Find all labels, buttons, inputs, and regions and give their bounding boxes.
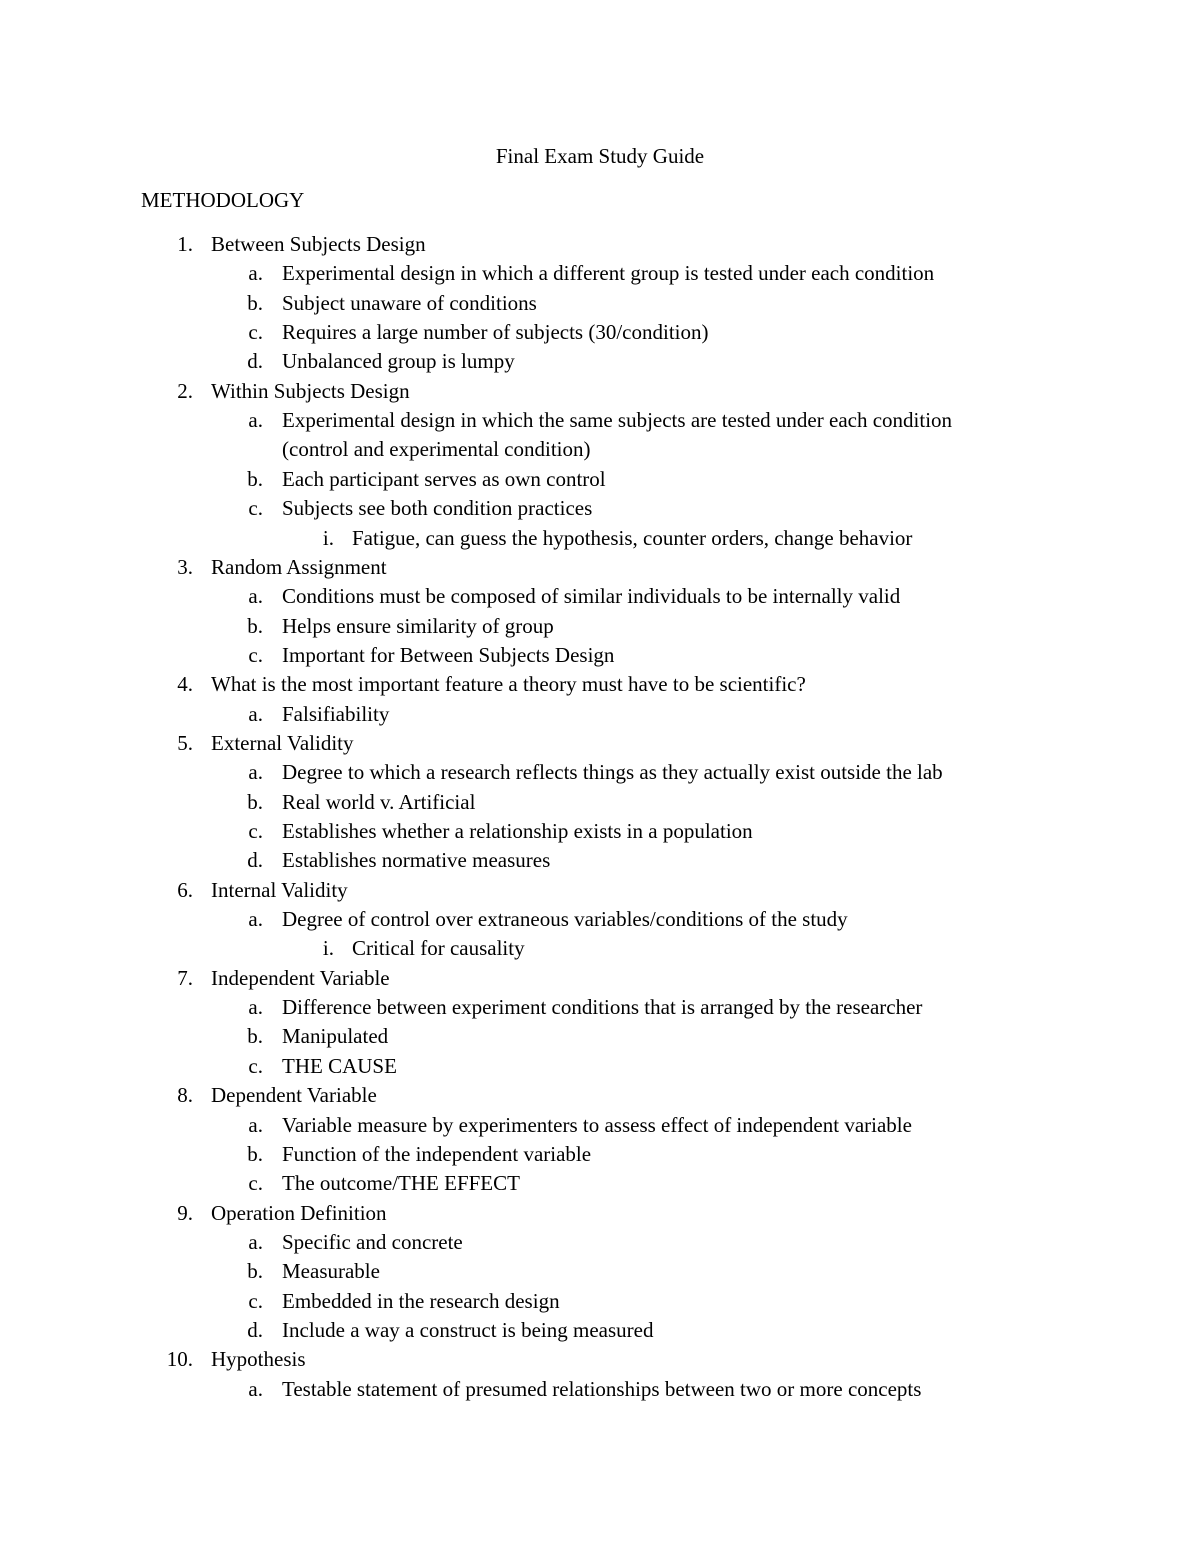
list-marker: c. [248,1171,263,1196]
list-text: Establishes whether a relationship exists in a population [282,819,753,843]
list-marker: d. [247,349,263,374]
list-text: Unbalanced group is lumpy [282,349,515,374]
list-text: Operation Definition [211,1200,387,1225]
list-marker: c. [248,642,263,667]
list-text: Degree to which a research reflects things as they actually exist outside the lab [282,760,943,785]
list-text: Variable measure by experimenters to assess effect of independent variable [282,1112,912,1137]
list-marker: 4. [177,672,193,697]
list-marker: d. [247,848,263,873]
list-text: Subjects see both condition practices [282,496,593,521]
list-text: External Validity [211,730,354,755]
list-marker: b. [247,789,263,814]
list-text: Difference between experiment conditions that is arranged by the researcher [282,995,923,1020]
list-marker: a. [248,1376,263,1401]
list-text: Fatigue, can guess the hypothesis, counter orders, change behavior [352,525,913,550]
list-text: Real world v. Artificial [282,789,476,814]
list-marker: 7. [177,965,193,990]
list-marker: 6. [177,877,193,902]
list-marker: 1. [177,232,193,256]
list-text: Random Assignment [211,554,387,579]
list-marker: 3. [177,554,193,579]
list-text: Include a way a construct is being measured [282,1317,654,1342]
list-marker: c. [248,496,263,521]
list-marker: a. [248,907,263,932]
list-marker: a. [248,261,263,286]
list-text: Testable statement of presumed relationships between two or more concepts [282,1376,922,1401]
list-marker: 9. [177,1200,193,1225]
list-text: Helps ensure similarity of group [282,613,554,638]
list-marker: d. [247,1317,263,1342]
list-marker: b. [247,466,263,491]
list-marker: a. [248,408,263,433]
list-text: What is the most important feature a theory must have to be scientific? [211,672,806,697]
section-heading: METHODOLOGY [141,188,305,212]
list-marker: a. [248,1229,263,1254]
list-text: Between Subjects Design [211,232,426,256]
list-text: Conditions must be composed of similar individuals to be internally valid [282,584,901,609]
list-marker: a. [248,584,263,609]
list-marker: c. [248,1053,263,1078]
list-marker: c. [248,819,263,843]
list-text: Embedded in the research design [282,1288,560,1313]
list-text: The outcome/THE EFFECT [282,1171,520,1196]
list-text: Subject unaware of conditions [282,290,537,315]
list-text: Function of the independent variable [282,1141,592,1166]
list-marker: b. [247,290,263,315]
list-marker: c. [248,320,263,345]
list-marker: i. [322,525,334,550]
list-text: Internal Validity [211,877,348,902]
list-text: Important for Between Subjects Design [282,642,615,667]
list-marker: a. [248,995,263,1020]
list-text: Hypothesis [211,1347,306,1372]
list-text: Experimental design in which the same subjects are tested under each condition [282,408,953,433]
list-marker: i. [322,936,334,961]
list-text: Independent Variable [211,965,390,990]
list-marker: b. [247,1024,263,1049]
list-marker: 5. [177,730,193,755]
list-text: Each participant serves as own control [282,466,606,491]
list-marker: 8. [177,1083,193,1108]
list-text: (control and experimental condition) [282,437,591,462]
list-text: Measurable [282,1259,380,1284]
list-marker: a. [248,1112,263,1137]
list-marker: 10. [166,1347,193,1372]
list-marker: 2. [177,378,193,403]
list-marker: c. [248,1288,263,1313]
list-text: Experimental design in which a different group is tested under each condition [282,261,935,286]
list-text: Critical for causality [352,936,525,961]
list-text: Establishes normative measures [282,848,551,873]
list-marker: a. [248,760,263,785]
list-marker: a. [248,701,263,726]
list-text: THE CAUSE [282,1053,397,1078]
list-marker: b. [247,613,263,638]
list-text: Manipulated [282,1024,389,1049]
list-marker: b. [247,1259,263,1284]
list-marker: b. [247,1141,263,1166]
list-text: Falsifiability [282,701,390,726]
list-text: Specific and concrete [282,1229,463,1254]
list-text: Dependent Variable [211,1083,377,1108]
list-text: Within Subjects Design [211,378,410,403]
list-text: Degree of control over extraneous variables/conditions of the study [282,907,848,932]
document-title: Final Exam Study Guide [495,144,705,168]
list-text: Requires a large number of subjects (30/condition) [282,320,709,345]
